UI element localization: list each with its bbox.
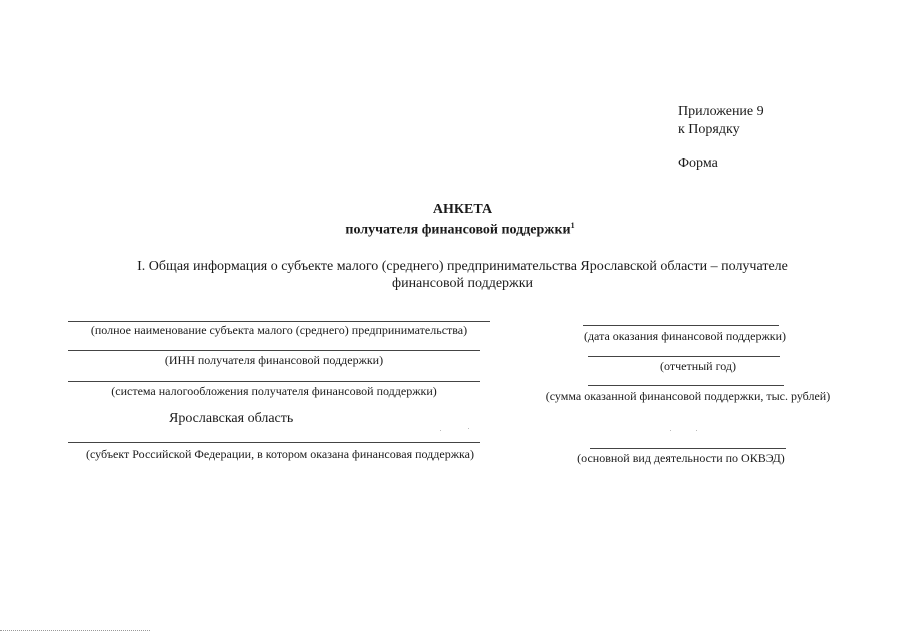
subtitle-text: получателя финансовой поддержки [345,222,571,238]
scan-speck [696,430,697,431]
support-date-field-line[interactable] [583,325,779,326]
full-name-field-line[interactable] [68,321,490,322]
footnote-mark: 1 [570,221,575,230]
support-date-caption: (дата оказания финансовой поддержки) [583,329,787,343]
report-year-caption: (отчетный год) [660,359,736,373]
support-amount-field-line[interactable] [588,385,784,386]
okved-caption: (основной вид деятельности по ОКВЭД) [577,451,785,465]
tax-system-caption: (система налогообложения получателя финансовой поддержки) [111,384,437,398]
tax-system-field-line[interactable] [68,381,480,382]
full-name-caption: (полное наименование субъекта малого (среднего) предпринимательства) [90,323,468,337]
section-heading-line2: финансовой поддержки [392,276,533,291]
region-value: Ярославская область [169,411,294,426]
region-caption: (субъект Российской Федерации, в котором оказана финансовая поддержка) [86,447,474,461]
scan-speck [440,430,441,431]
scan-edge-noise [0,630,150,631]
scan-speck [670,430,671,431]
appendix-label: Приложение 9 [678,104,764,119]
okved-field-line[interactable] [590,448,786,449]
scan-speck [468,428,469,429]
section-heading-line1: I. Общая информация о субъекте малого (среднего) предпринимательства Ярославской области – получателе [137,259,788,274]
document-title: АНКЕТА [432,202,493,217]
region-field-line[interactable] [68,442,480,443]
inn-field-line[interactable] [68,350,480,351]
document-subtitle [0,221,905,239]
inn-caption: (ИНН получателя финансовой поддержки) [164,353,384,367]
appendix-order-label: к Порядку [678,122,740,137]
support-amount-caption: (сумма оказанной финансовой поддержки, тыс. рублей) [545,389,831,403]
form-label: Форма [678,156,718,171]
report-year-field-line[interactable] [588,356,780,357]
